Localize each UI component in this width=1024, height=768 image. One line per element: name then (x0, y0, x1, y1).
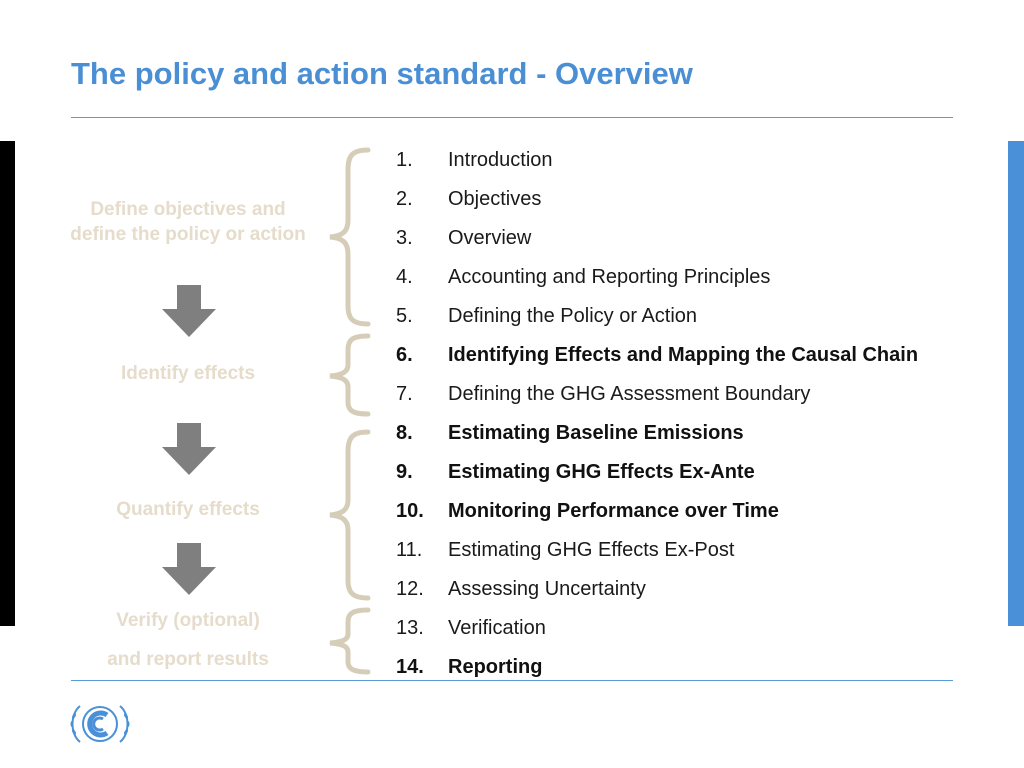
left-edge-bar (0, 141, 15, 626)
chapter-number: 12. (396, 578, 424, 600)
right-edge-bar (1008, 141, 1024, 626)
chapter-title: Identifying Effects and Mapping the Causal Chain (448, 344, 919, 366)
chapter-number: 7. (396, 383, 413, 405)
title-divider (71, 117, 953, 118)
down-arrow-icon (162, 285, 216, 337)
brace-define (330, 150, 368, 324)
chapter-number: 6. (396, 344, 413, 366)
down-arrow-icon (162, 543, 216, 595)
chapter-title: Accounting and Reporting Principles (448, 266, 771, 288)
step-quantify-effects: Quantify effects (116, 499, 260, 520)
brace-identify (330, 336, 368, 414)
chapter-title: Reporting (448, 656, 543, 678)
footer-divider (71, 680, 953, 681)
chapter-title: Defining the GHG Assessment Boundary (448, 383, 811, 405)
chapter-number: 9. (396, 461, 413, 483)
chapter-title: Verification (448, 617, 546, 639)
chapter-number: 2. (396, 188, 413, 210)
page-title: The policy and action standard - Overview (71, 56, 693, 91)
step-report-results: and report results (107, 649, 269, 670)
step-define-objectives: Define objectives and define the policy or action (70, 199, 306, 245)
step-verify: Verify (optional) (116, 610, 260, 631)
chapter-title: Estimating GHG Effects Ex-Ante (448, 461, 755, 483)
chapter-number: 3. (396, 227, 413, 249)
brace-verify-report (330, 610, 368, 672)
chapter-title: Estimating GHG Effects Ex-Post (448, 539, 735, 561)
chapter-number: 1. (396, 149, 413, 171)
chapter-number: 5. (396, 305, 413, 327)
chapter-number: 10. (396, 500, 424, 522)
chapter-title: Estimating Baseline Emissions (448, 422, 744, 444)
chapter-number: 13. (396, 617, 424, 639)
chapter-number: 8. (396, 422, 413, 444)
unfccc-emblem-icon (68, 698, 132, 750)
brace-quantify (330, 432, 368, 598)
chapter-number: 11. (396, 539, 423, 561)
chapter-title: Introduction (448, 149, 553, 171)
chapter-number: 4. (396, 266, 413, 288)
step-identify-effects: Identify effects (120, 363, 256, 384)
chapter-title: Overview (448, 227, 532, 249)
chapter-title: Defining the Policy or Action (448, 305, 698, 327)
chapter-number: 14. (396, 656, 424, 678)
chapter-title: Objectives (448, 188, 542, 210)
down-arrow-icon (162, 423, 216, 475)
chapter-title: Monitoring Performance over Time (448, 500, 779, 522)
grouping-braces (322, 140, 372, 680)
chapter-title: Assessing Uncertainty (448, 578, 646, 600)
